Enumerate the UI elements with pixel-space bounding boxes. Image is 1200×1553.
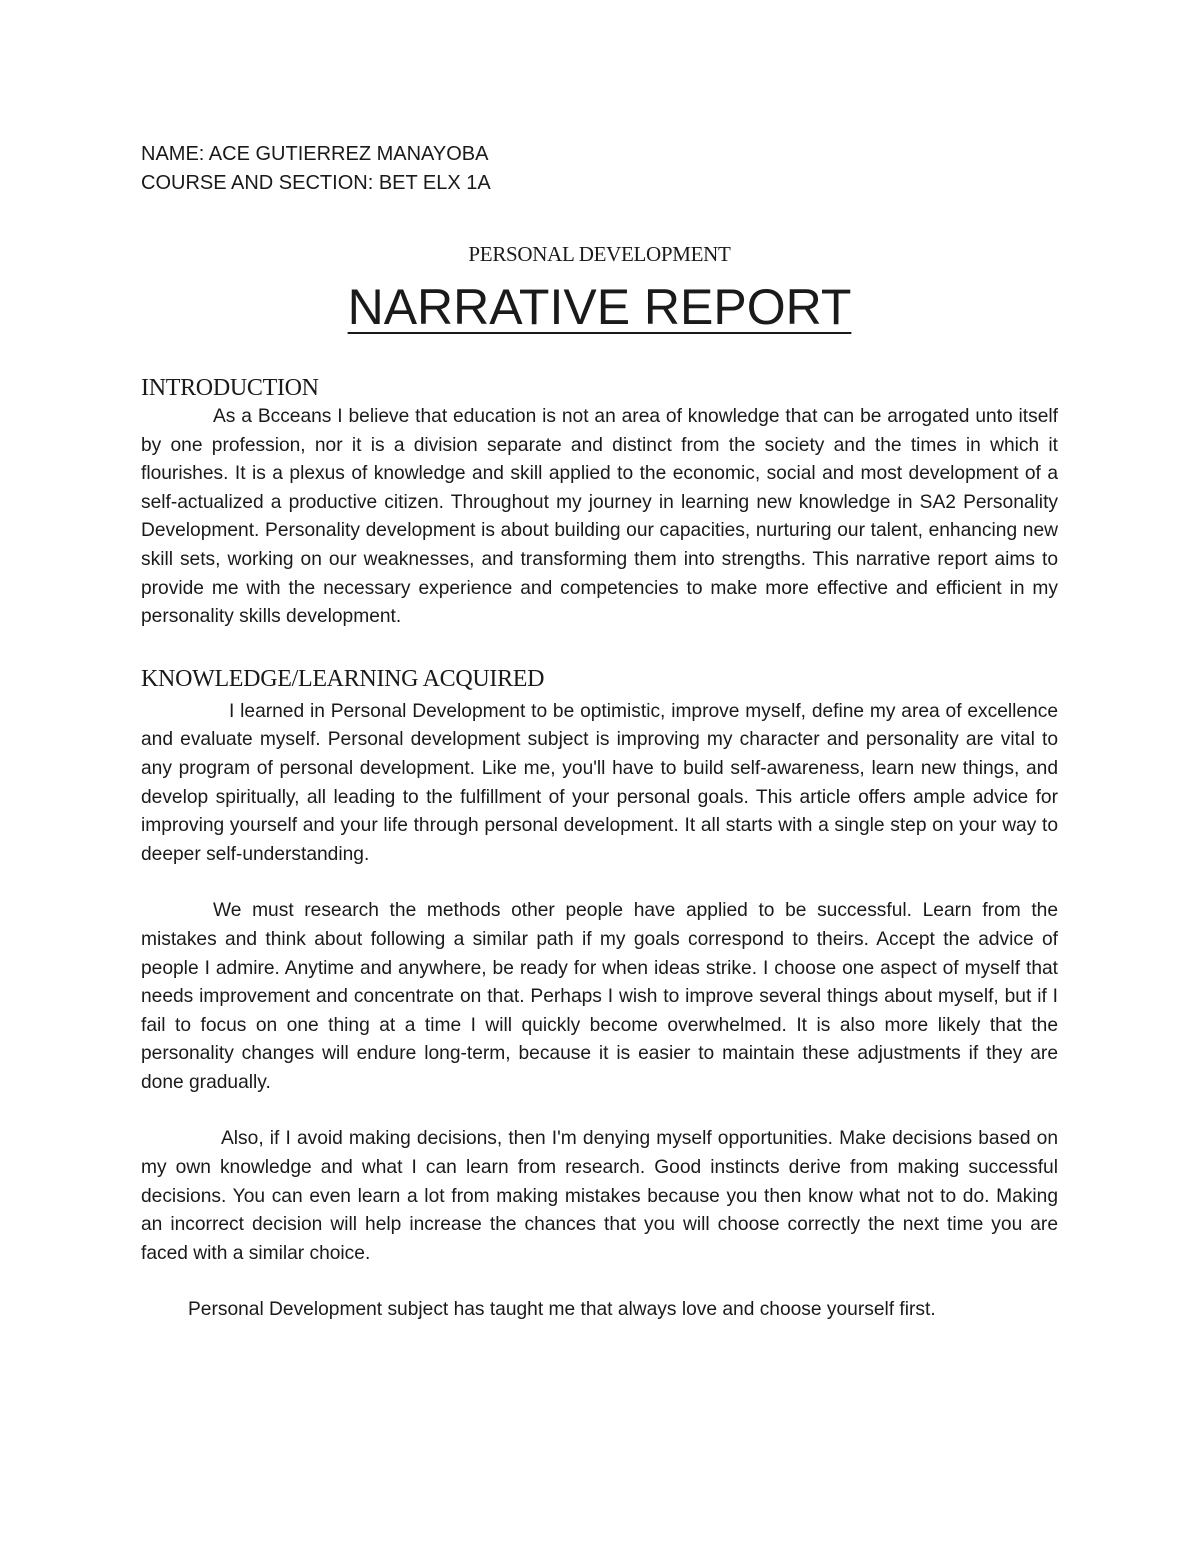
knowledge-paragraph-3: Also, if I avoid making decisions, then I'm denying myself opportunities. Make decisions based on my own knowledge and what I can learn from research. Good instincts derive from making successful decisions. You can even learn a lot from making mistakes because you then know what not to do. Making an incorrect decision will help increase the chances that you will choose correctly the next time you are faced with a similar choice. (141, 1128, 1058, 1264)
introduction-heading: INTRODUCTION (141, 375, 319, 401)
closing-statement: Personal Development subject has taught me that always love and choose yourself first. (188, 1299, 936, 1321)
subject-title: PERSONAL DEVELOPMENT (468, 242, 731, 266)
student-name: NAME: ACE GUTIERREZ MANAYOBA (141, 143, 489, 165)
introduction-paragraph: As a Bcceans I believe that education is not an area of knowledge that can be arrogated unto itself by one profession, nor it is a division separate and distinct from the society and the times in which it flourishes. It is a plexus of knowledge and skill applied to the economic, social and most development of a self-actualized a productive citizen. Throughout my journey in learning new knowledge in SA2 Personality Development. Personality development is about building our capacities, nurturing our talent, enhancing new skill sets, working on our weaknesses, and transforming them into strengths. This narrative report aims to provide me with the necessary experience and competencies to make more effective and efficient in my personality skills development. (141, 406, 1058, 628)
report-title: NARRATIVE REPORT (347, 279, 852, 335)
course-section: COURSE AND SECTION: BET ELX 1A (141, 172, 491, 194)
document-page (141, 140, 1058, 1325)
student-info (141, 140, 1058, 198)
knowledge-heading: KNOWLEDGE/LEARNING ACQUIRED (141, 665, 545, 692)
knowledge-paragraph-2: We must research the methods other people have applied to be successful. Learn from the mistakes and think about following a similar path if my goals correspond to theirs. Accept the advice of people I admire. Anytime and anywhere, be ready for when ideas strike. I choose one aspect of myself that needs improvement and concentrate on that. Perhaps I wish to improve several things about myself, but if I fail to focus on one thing at a time I will quickly become overwhelmed. It is also more likely that the personality changes will endure long-term, because it is easier to maintain these adjustments if they are done gradually. (141, 900, 1058, 1093)
knowledge-paragraph-1: I learned in Personal Development to be optimistic, improve myself, define my area of excellence and evaluate myself. Personal development subject is improving my character and personality are vital to any program of personal development. Like me, you'll have to build self-awareness, learn new things, and develop spiritually, all leading to the fulfillment of your personal goals. This article offers ample advice for improving yourself and your life through personal development. It all starts with a single step on your way to deeper self-understanding. (141, 700, 1058, 865)
